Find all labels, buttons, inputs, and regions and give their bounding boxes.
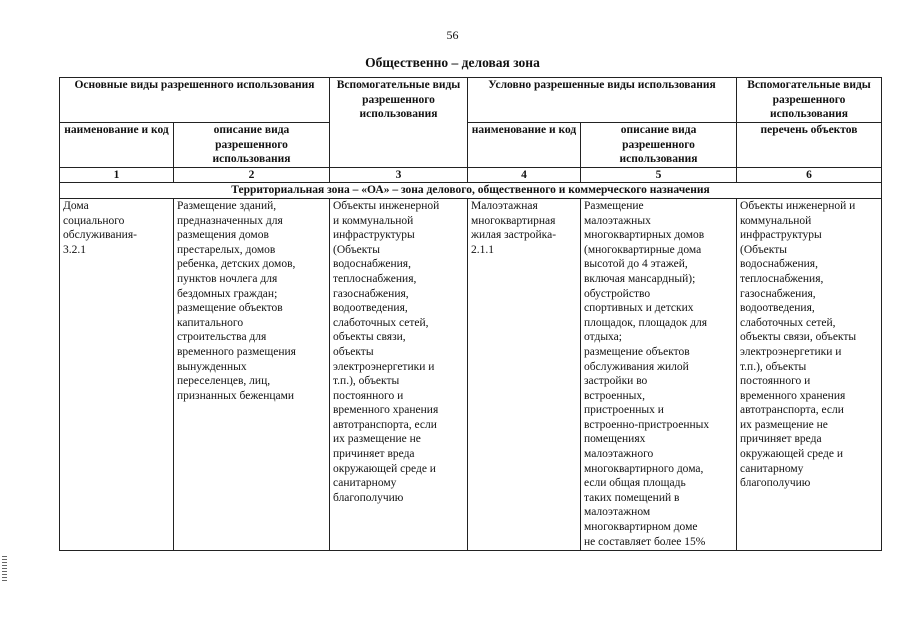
subheader-name-code-2: наименование и код (468, 123, 581, 168)
cell-auxiliary-objects-2: Объекты инженерной и коммунальной инфраструктуры (Объекты водоснабжения, теплоснабжения, газоснабжения, водоотведения, слаботочных сетей, объекты связи, объекты электроэнергетики и т.п.), объекты постоянного и временного хранения автотранспорта, если их размещение не причиняет вреда окружающей среде и санитарному благополучию (737, 198, 882, 550)
header-conditional-uses: Условно разрешенные виды использования (468, 78, 737, 123)
group-header-row (60, 78, 882, 123)
margin-mark (2, 556, 7, 582)
page-title: Общественно – деловая зона (365, 55, 540, 70)
column-number: 2 (174, 167, 330, 183)
column-number: 5 (581, 167, 737, 183)
column-number: 6 (737, 167, 882, 183)
table-row (60, 198, 882, 550)
header-auxiliary-uses-2: Вспомогательные виды разрешенного использования (737, 78, 882, 123)
column-number: 1 (60, 167, 174, 183)
sub-header-row (60, 123, 882, 168)
cell-auxiliary-objects: Объекты инженерной и коммунальной инфраструктуры (Объекты водоснабжения, теплоснабжения, газоснабжения, водоотведения, слаботочных сетей, объекты связи, объекты электроэнергетики и т.п.), объекты постоянного и временного хранения автотранспорта, если их размещение не причиняет вреда окружающей среде и санитарному благополучию (330, 198, 468, 550)
header-auxiliary-uses: Вспомогательные виды разрешенного использования (330, 78, 468, 168)
page-number: 56 (446, 28, 459, 42)
subheader-name-code: наименование и код (60, 123, 174, 168)
cell-description: Размещение зданий, предназначенных для размещения домов престарелых, домов ребенка, детских домов, пунктов ночлега для бездомных граждан; размещение объектов капитального строительства для временного размещения вынужденных переселенцев, лиц, признанных беженцами (174, 198, 330, 550)
cell-conditional-name-code: Малоэтажная многоквартирная жилая застройка- 2.1.1 (468, 198, 581, 550)
cell-conditional-description: Размещение малоэтажных многоквартирных домов (многоквартирные дома высотой до 4 этажей, включая мансардный); обустройство спортивных и детских площадок, площадок для отдыха; размещение объектов обслуживания жилой застройки во встроенных, пристроенных и встроенно-пристроенных помещениях малоэтажного многоквартирного дома, если общая площадь таких помещений в малоэтажном многоквартирном доме не составляет более 15% (581, 198, 737, 550)
header-main-uses: Основные виды разрешенного использования (60, 78, 330, 123)
zone-title-row (60, 183, 882, 199)
subheader-objects-list-2: перечень объектов (737, 123, 882, 168)
column-number: 4 (468, 167, 581, 183)
subheader-description: описание вида разрешенного использования (174, 123, 330, 168)
column-number-row (60, 167, 882, 183)
cell-name-code: Дома социального обслуживания- 3.2.1 (60, 198, 174, 550)
subheader-description-2: описание вида разрешенного использования (581, 123, 737, 168)
column-number: 3 (330, 167, 468, 183)
territorial-zone-title: Территориальная зона – «ОА» – зона делового, общественного и коммерческого назначения (60, 183, 882, 199)
land-use-table (59, 77, 882, 551)
